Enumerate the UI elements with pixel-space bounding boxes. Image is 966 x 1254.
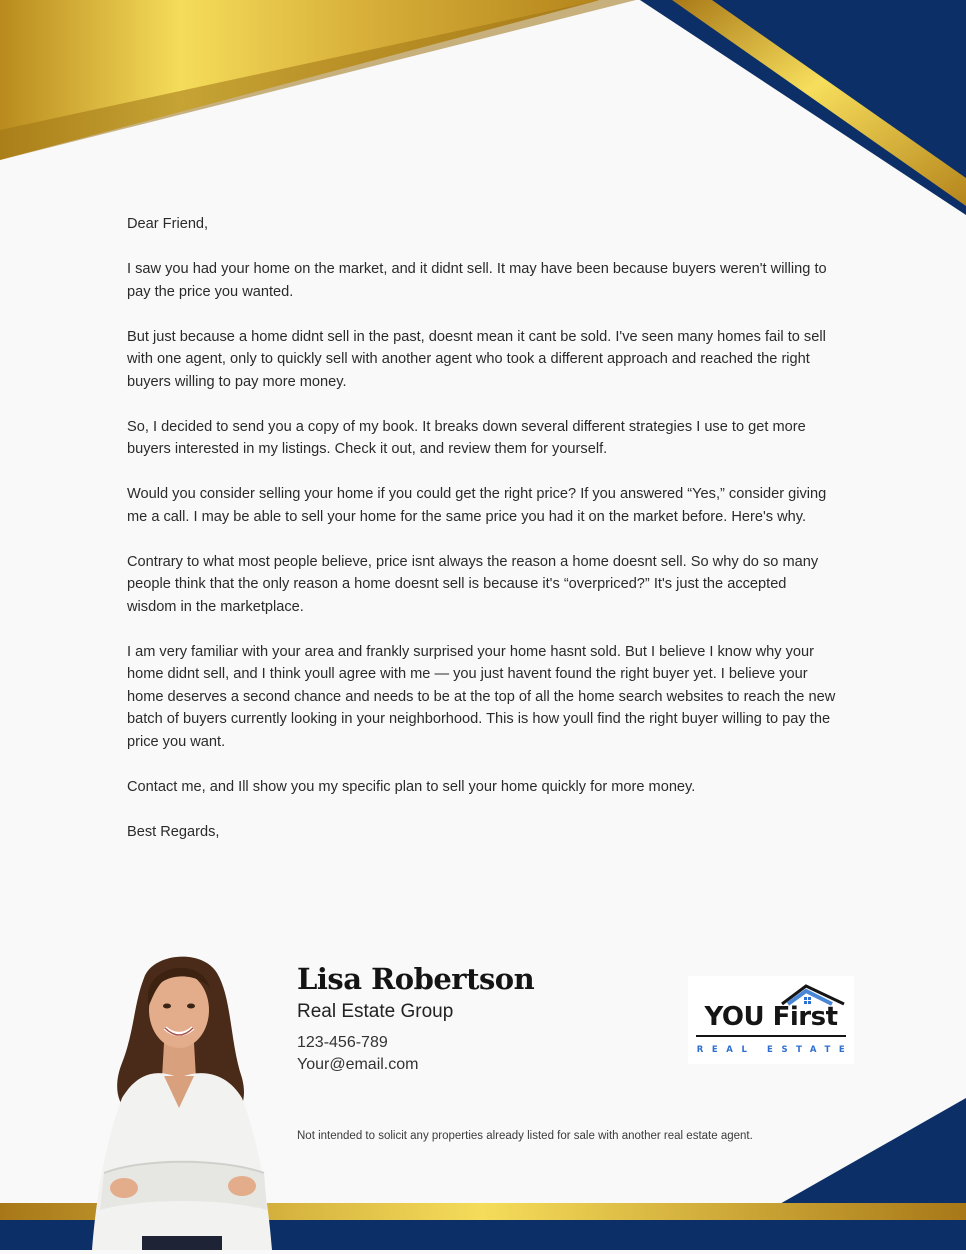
- letter-paragraph: Contrary to what most people believe, price isnt always the reason a home doesnt sell. So why do so many people think that the only reason a home doesnt sell is because it's “overpriced?” It's just the accepted wisdom in the marketplace.: [127, 553, 819, 615]
- letter-paragraph: Would you consider selling your home if you could get the right price? If you answered “Yes,” consider giving me a call. I may be able to sell your home for the same price you had it on the market before. Here's why.: [127, 486, 827, 525]
- footer-navy-triangle: [778, 1098, 966, 1205]
- logo-subtitle: REAL ESTATE: [696, 1045, 854, 1055]
- letter-paragraph: I am very familiar with your area and frankly surprised your home hasnt sold. But I believe I know why your home didnt sell, and I think youll agree with me — you just havent found the right buyer yet. I believe your home deserves a second chance and needs to be at the top of all the home search websites to reach the new batch of buyers currently looking in your neighborhood. This is how youll find the right buyer willing to pay the price you want.: [127, 643, 836, 750]
- logo-title: YOU First: [704, 1002, 838, 1032]
- letter-greeting: Dear Friend,: [127, 216, 209, 232]
- letter-paragraph: But just because a home didnt sell in the past, doesnt mean it cant be sold. I've seen many homes fail to sell with one agent, only to quickly sell with another agent who took a different approach and reached the right buyers willing to pay more money.: [127, 328, 826, 390]
- agent-phone: 123-456-789: [297, 1034, 388, 1051]
- letter-paragraph: I saw you had your home on the market, and it didnt sell. It may have been because buyers weren't willing to pay the price you wanted.: [127, 261, 827, 300]
- logo-underline: [696, 1035, 846, 1037]
- letter-closing: Best Regards,: [127, 823, 220, 840]
- header-gold-wedge: [0, 0, 600, 160]
- agent-company: Real Estate Group: [297, 1001, 454, 1022]
- agent-name: Lisa Robertson: [297, 962, 535, 996]
- header-navy-wedge: [640, 0, 966, 215]
- agent-email: Your@email.com: [297, 1056, 419, 1073]
- letter-paragraph: Contact me, and Ill show you my specific plan to sell your home quickly for more money.: [127, 778, 696, 795]
- disclaimer-text: Not intended to solicit any properties already listed for sale with another real estate agent.: [297, 1130, 753, 1142]
- letter-body: [127, 213, 839, 866]
- agent-photo: [82, 948, 282, 1250]
- header-gold-stripe: [672, 0, 966, 206]
- letter-paragraph: So, I decided to send you a copy of my book. It breaks down several different strategies I use to get more buyers interested in my listings. Check it out, and review them for yourself.: [127, 418, 806, 457]
- company-logo: [688, 976, 854, 1064]
